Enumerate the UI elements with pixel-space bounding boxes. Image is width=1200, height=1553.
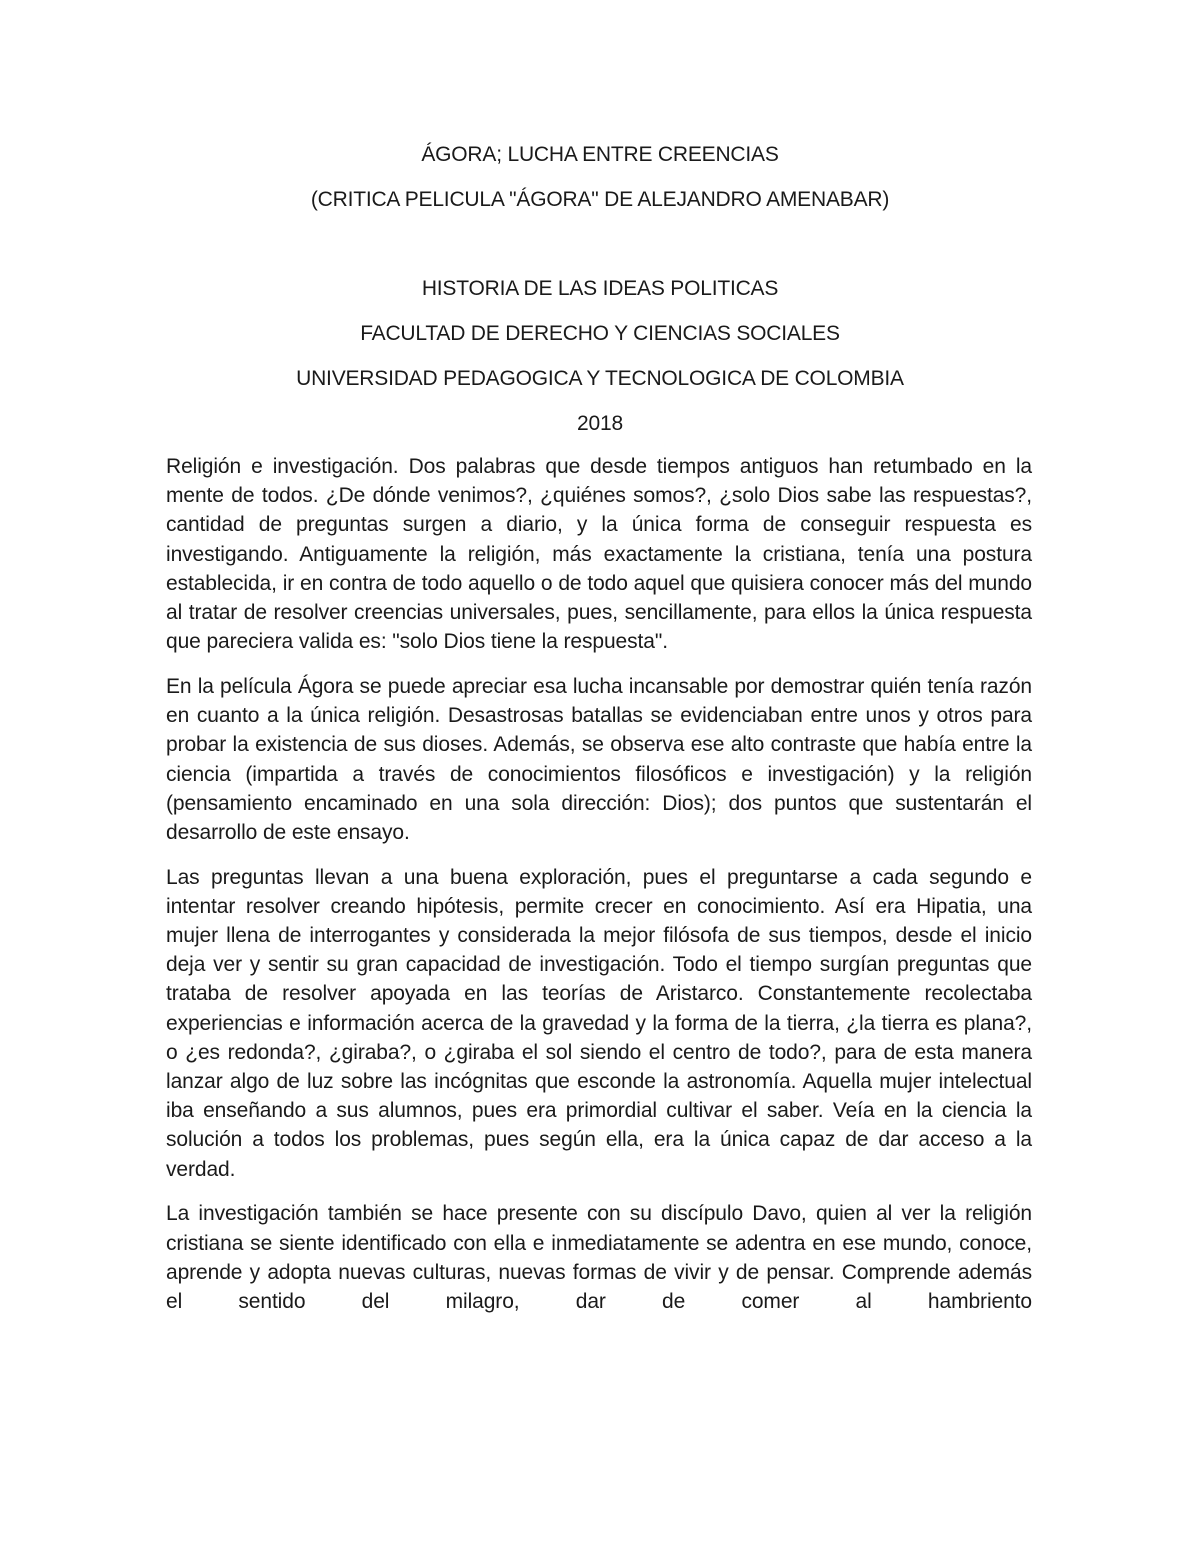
course-name: HISTORIA DE LAS IDEAS POLITICAS — [421, 277, 779, 300]
essay-body — [166, 452, 1032, 1332]
document-title: ÁGORA; LUCHA ENTRE CREENCIAS — [421, 143, 779, 166]
document-year: 2018 — [577, 412, 623, 435]
title-section — [0, 140, 1200, 214]
paragraph-3: Las preguntas llevan a una buena exploración, pues el preguntarse a cada segundo e intentar resolver creando hipótesis, permite crecer en conocimiento. Así era Hipatia, una mujer llena de interrogantes y considerada la mejor filósofa de sus tiempos, desde el inicio deja ver y sentir su gran capacidad de investigación. Todo el tiempo surgían preguntas que trataba de resolver apoyada en las teorías de Aristarco. Constantemente recolectaba experiencias e información acerca de la gravedad y la forma de la tierra, ¿la tierra es plana?, o ¿es redonda?, ¿giraba?, o ¿giraba el sol siendo el centro de todo?, para de esta manera lanzar algo de luz sobre las incógnitas que esconde la astronomía. Aquella mujer intelectual iba enseñando a sus alumnos, pues era primordial cultivar el saber. Veía en la ciencia la solución a todos los problemas, pues según ella, era la única capaz de dar acceso a la verdad. — [166, 865, 1032, 1181]
institution-section — [0, 274, 1200, 438]
paragraph-4: La investigación también se hace presente con su discípulo Davo, quien al ver la religión cristiana se siente identificado con ella e inmediatamente se adentra en ese mundo, conoce, aprende y adopta nuevas culturas, nuevas formas de vivir y de pensar. Comprende además el sentido del milagro, dar de comer al hambriento — [166, 1202, 1032, 1313]
paragraph-1: Religión e investigación. Dos palabras que desde tiempos antiguos han retumbado en la mente de todos. ¿De dónde venimos?, ¿quiénes somos?, ¿solo Dios sabe las respuestas?, cantidad de preguntas surgen a diario, y la única forma de conseguir respuesta es investigando. Antiguamente la religión, más exactamente la cristiana, tenía una postura establecida, ir en contra de todo aquello o de todo aquel que quisiera conocer más del mundo al tratar de resolver creencias universales, pues, sencillamente, para ellos la única respuesta que pareciera valida es: "solo Dios tiene la respuesta". — [166, 455, 1032, 654]
paragraph-2: En la película Ágora se puede apreciar esa lucha incansable por demostrar quién tenía razón en cuanto a la única religión. Desastrosas batallas se evidenciaban entre unos y otros para probar la existencia de sus dioses. Además, se observa ese alto contraste que había entre la ciencia (impartida a través de conocimientos filosóficos e investigación) y la religión (pensamiento encaminado en una sola dirección: Dios); dos puntos que sustentarán el desarrollo de este ensayo. — [166, 674, 1032, 844]
university-name: UNIVERSIDAD PEDAGOGICA Y TECNOLOGICA DE COLOMBIA — [296, 367, 904, 390]
faculty-name: FACULTAD DE DERECHO Y CIENCIAS SOCIALES — [360, 322, 840, 345]
document-subtitle: (CRITICA PELICULA "ÁGORA" DE ALEJANDRO AMENABAR) — [310, 188, 890, 211]
